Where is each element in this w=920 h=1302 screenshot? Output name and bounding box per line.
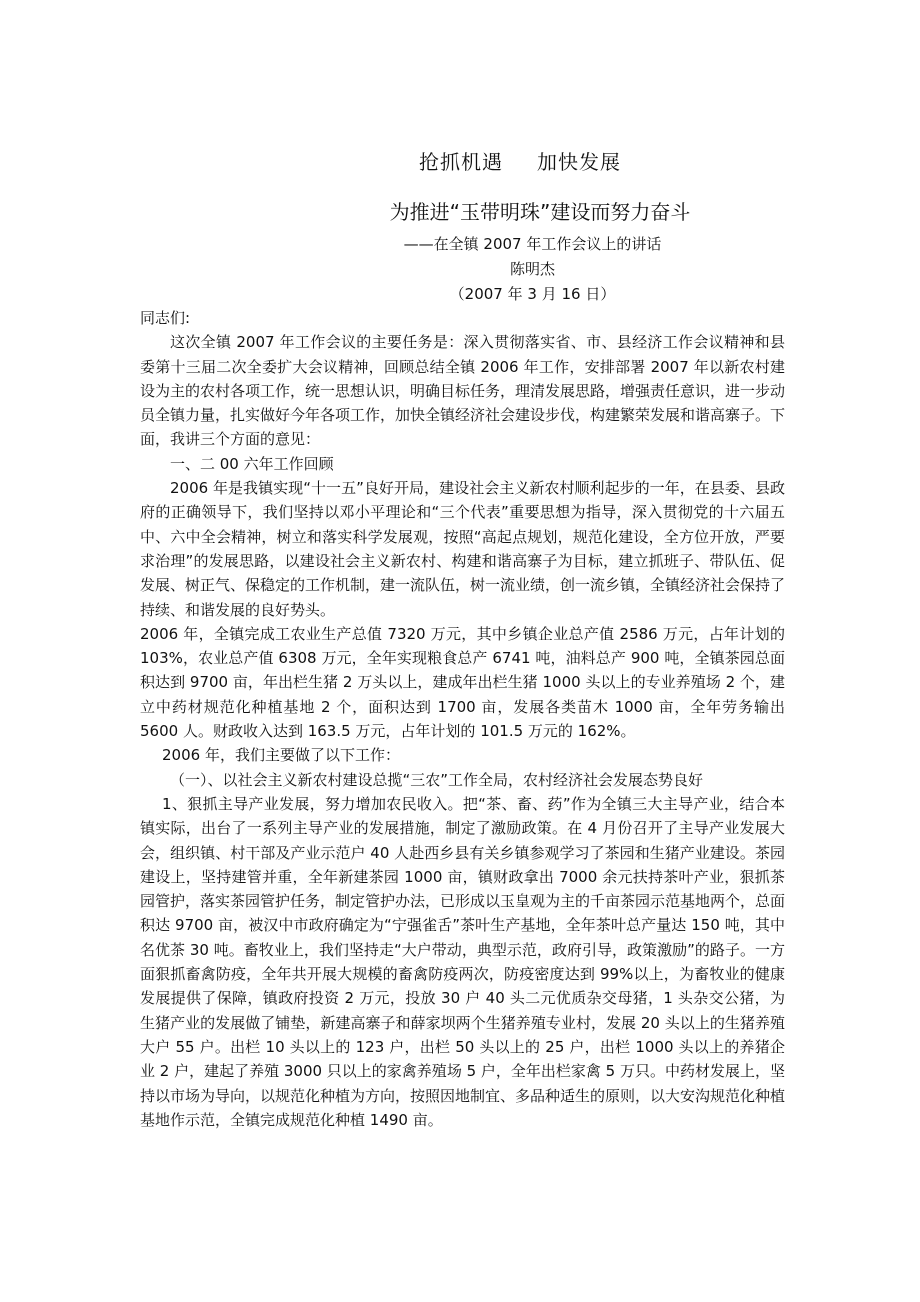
paragraph-industry: 1、狠抓主导产业发展，努力增加农民收入。把“茶、畜、药”作为全镇三大主导产业，结合本镇实际，出台了一系列主导产业的发展措施，制定了激励政策。在 4 月份召开了主导产业发展大会，组织镇、村干部及产业示范户 40 人赴西乡县有关乡镇参观学习了茶园和生猪产业建设。茶园建设上，坚持建管并重，全年新建茶园 1000 亩，镇财政拿出 7000 余元扶持茶叶产业，狠抓茶园管护，落实茶园管护任务，制定管护办法，已形成以玉皇观为主的千亩茶园示范基地两个，总面积达 9700 亩，被汉中市政府确定为“宁强雀舌”茶叶生产基地，全年茶叶总产量达 150 吨，其中名优茶 30 吨。畜牧业上，我们坚持走“大户带动，典型示范，政府引导，政策激励”的路子。一方面狠抓畜禽防疫，全年共开展大规模的畜禽防疫两次，防疫密度达到 99%以上，为畜牧业的健康发展提供了保障，镇政府投资 2 万元，投放 30 户 40 头二元优质杂交母猪，1 头杂交公猪，为生猪产业的发展做了铺垫，新建高寨子和薛家坝两个生猪养殖专业村，发展 20 头以上的生猪养殖大户 55 户。出栏 10 头以上的 123 户，出栏 50 头以上的 25 户，出栏 1000 头以上的养猪企业 2 户，建起了养殖 3000 只以上的家禽养殖场 5 户，全年出栏家禽 5 万只。中药材发展上，坚持以市场为导向，以规范化种植为方向，按照因地制宜、多品种适生的原则，以大安沟规范化种植基地作示范，全镇完成规范化种植 1490 亩。 bbox=[140, 794, 786, 1129]
paragraph-review: 2006 年是我镇实现“十一五”良好开局，建设社会主义新农村顺利起步的一年，在县委、县政府的正确领导下，我们坚持以邓小平理论和“三个代表”重要思想为指导，深入贯彻党的十六届五中、六中全会精神，树立和落实科学发展观，按照“高起点规划，规范化建设，全方位开放，严要求治理”的发展思路，以建设社会主义新农村、构建和谐高寨子为目标，建立抓班子、带队伍、促发展、树正气、保稳定的工作机制，建一流队伍，树一流业绩，创一流乡镇，全镇经济社会保持了持续、和谐发展的良好势头。 bbox=[140, 479, 786, 619]
paragraph-work-intro: 2006 年，我们主要做了以下工作： bbox=[162, 746, 400, 765]
speech-occasion: ——在全镇 2007 年工作会议上的讲话 bbox=[403, 235, 662, 253]
salutation: 同志们: bbox=[140, 309, 191, 327]
title-part-1: 抢抓机遇 bbox=[419, 150, 503, 174]
paragraph-intro: 这次全镇 2007 年工作会议的主要任务是：深入贯彻落实省、市、县经济工作会议精神和县委第十三届二次全委扩大会议精神，回顾总结全镇 2006 年工作，安排部署 2007 年以新农村建设为主的农村各项工作，统一思想认识，明确目标任务，理清发展思路，增强责任意识，进一步动员全镇力量，扎实做好今年各项工作，加快全镇经济社会建设步伐，构建繁荣发展和谐高寨子。下面，我讲三个方面的意见： bbox=[140, 333, 786, 449]
title-part-2: 加快发展 bbox=[537, 150, 621, 174]
page-subtitle: 为推进“玉带明珠”建设而努力奋斗 bbox=[389, 200, 691, 224]
paragraph-statistics: 2006 年，全镇完成工农业生产总值 7320 万元，其中乡镇企业总产值 2586 万元，占年计划的 103%，农业总产值 6308 万元，全年实现粮食总产 6741 吨，油料总产 900 吨，全镇茶园总面积达到 9700 亩，年出栏生猪 2 万头以上，建成年出栏生猪 1000 头以上的专业养殖场 2 个，建立中药材规范化种植基地 2 个，面积达到 1700 亩，发展各类苗木 1000 亩，全年劳务输出 5600 人。财政收入达到 163.5 万元，占年计划的 101.5 万元的 162%。 bbox=[140, 624, 785, 741]
speaker-name: 陈明杰 bbox=[509, 260, 555, 278]
subsection-heading-1: （一）、以社会主义新农村建设总揽“三农”工作全局，农村经济社会发展态势良好 bbox=[170, 770, 704, 789]
page-title bbox=[0, 146, 920, 175]
section-heading-1: 一、二 00 六年工作回顾 bbox=[170, 454, 334, 473]
speech-date: （2007 年 3 月 16 日） bbox=[449, 285, 616, 303]
document-body bbox=[140, 306, 785, 1132]
